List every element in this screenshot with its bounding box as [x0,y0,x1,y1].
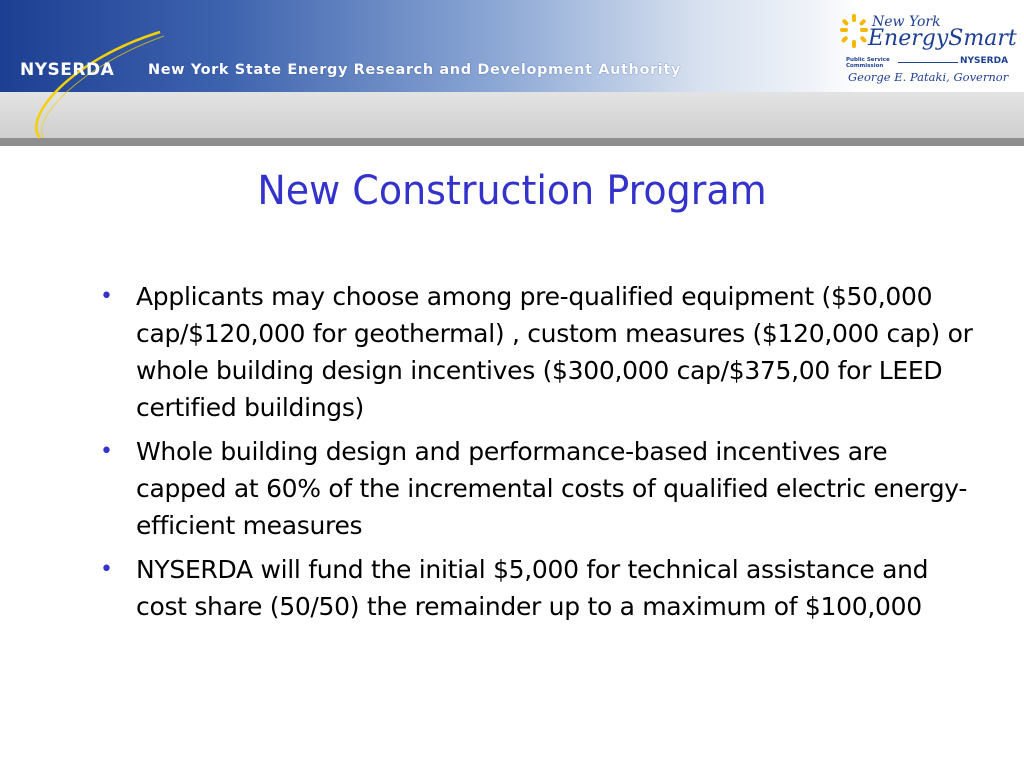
sun-icon [838,12,872,52]
slide-title: New Construction Program [257,168,767,214]
bullet-text: Whole building design and performance-based incentives are capped at 60% of the incremental costs of qualified electric energy-efficient measures [136,437,968,540]
bullet-text: NYSERDA will fund the initial $5,000 for technical assistance and cost share (50/50) the remainder up to a maximum of $100,000 [136,555,929,621]
nyserda-logo-text: NYSERDA [20,60,115,80]
bullet-text: Applicants may choose among pre-qualified equipment ($50,000 cap/$120,000 for geothermal) , custom measures ($120,000 cap) or whole building design incentives ($300,000 cap/$375,00 for LEED certified buildings) [136,282,973,422]
logo-energy-smart: EnergySmart [868,26,1017,51]
authority-name: New York State Energy Research and Development Authority [148,62,681,78]
bullet-icon: • [100,557,113,582]
bullet-item [96,551,976,625]
logo-nyserda: NYSERDA [960,56,1009,66]
logo-new-york: New York [872,14,941,30]
bullet-icon: • [100,284,113,309]
bullet-icon: • [100,439,113,464]
logo-rule [898,62,958,63]
bullet-list [96,278,976,632]
ny-energy-smart-logo [836,10,1016,92]
logo-psc-line2: Commission [846,63,884,69]
bullet-item [96,278,976,426]
bullet-item [96,433,976,544]
logo-governor: George E. Pataki, Governor [848,70,1009,84]
logo-psc [846,57,890,69]
logo-psc-line1: Public Service [846,57,890,63]
